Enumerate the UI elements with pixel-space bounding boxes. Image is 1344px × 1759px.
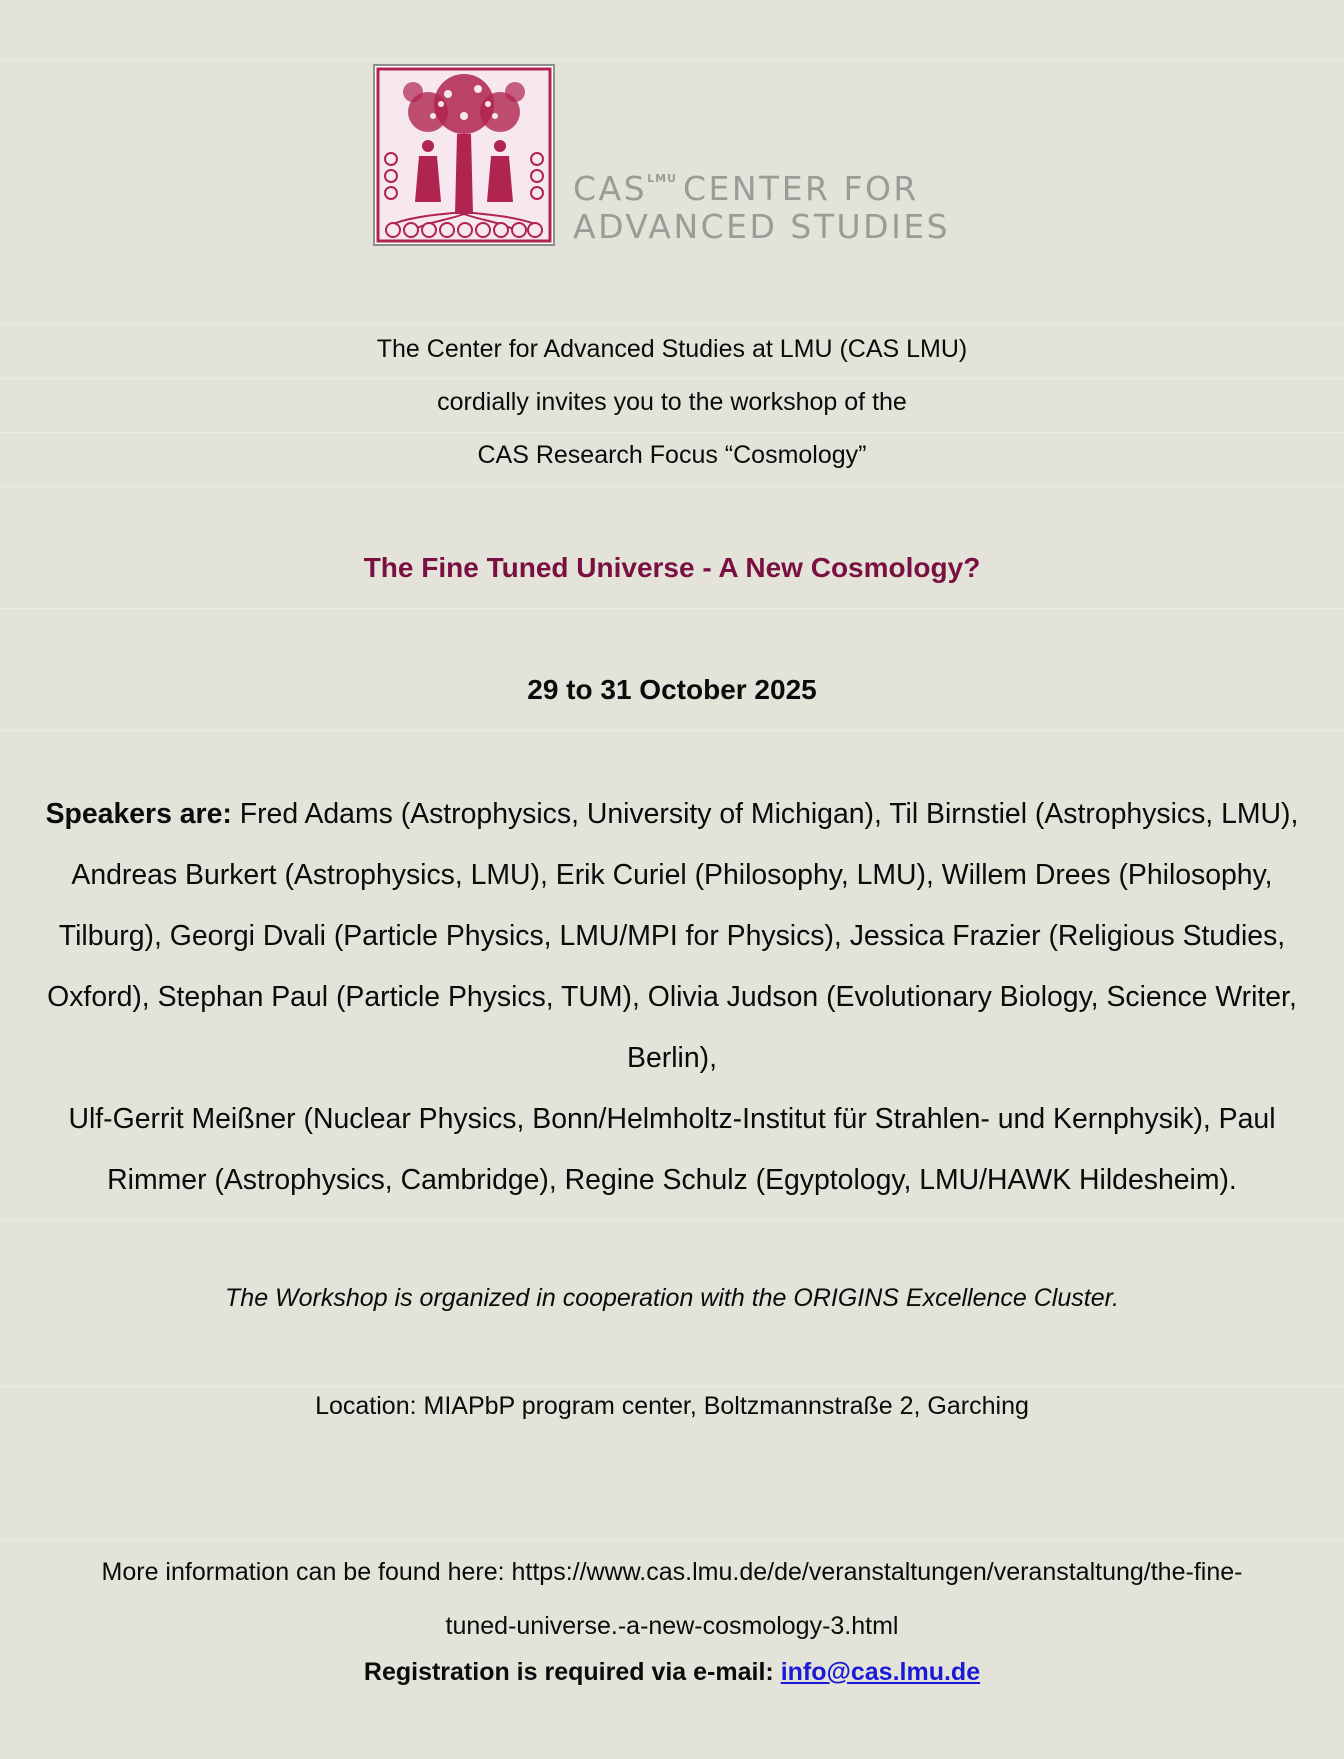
intro-line-2: cordially invites you to the workshop of the (437, 388, 907, 416)
wordmark-line-1 (573, 160, 993, 208)
more-info-line-1: More information can be found here: https://www.cas.lmu.de/de/veranstaltungen/veranstaltung/the-fine- (101, 1558, 1243, 1586)
speakers-line-3: Tilburg), Georgi Dvali (Particle Physics, LMU/MPI for Physics), Jessica Frazier (Religious Studies, (58, 920, 1286, 952)
speakers-line-4: Oxford), Stephan Paul (Particle Physics, TUM), Olivia Judson (Evolutionary Biology, Science Writer, (47, 981, 1297, 1013)
speakers-line-1-text: Fred Adams (Astrophysics, University of Michigan), Til Birnstiel (Astrophysics, LMU), (231, 798, 1299, 830)
intro-text (0, 323, 1344, 482)
cooperation-note: The Workshop is organized in cooperation with the ORIGINS Excellence Cluster. (225, 1284, 1119, 1312)
speakers-line-6: Ulf-Gerrit Meißner (Nuclear Physics, Bonn/Helmholtz-Institut für Strahlen- und Kernphysik), Paul (68, 1103, 1276, 1135)
registration-email-link[interactable]: info@cas.lmu.de (780, 1658, 981, 1686)
workshop-date: 29 to 31 October 2025 (527, 674, 817, 705)
workshop-title: The Fine Tuned Universe - A New Cosmology? (363, 552, 981, 583)
speakers-line-5: Berlin), (627, 1042, 717, 1074)
registration-label: Registration is required via e-mail: (363, 1658, 781, 1686)
location-text: Location: MIAPbP program center, Boltzmannstraße 2, Garching (315, 1392, 1029, 1420)
wordmark-center-for: CENTER FOR (682, 169, 919, 208)
wordmark-line-2: ADVANCED STUDIES (573, 207, 951, 246)
more-info-line-2: tuned-universe.-a-new-cosmology-3.html (445, 1612, 899, 1640)
speakers-label: Speakers are: (45, 798, 232, 830)
intro-line-3: CAS Research Focus “Cosmology” (477, 441, 867, 469)
intro-line-1: The Center for Advanced Studies at LMU (CAS LMU) (376, 335, 968, 363)
cas-logo-emblem (373, 64, 555, 246)
registration-note (0, 1654, 1344, 1690)
wordmark-cas: CAS (573, 169, 648, 208)
speakers-paragraph (0, 784, 1344, 1211)
speakers-line-2: Andreas Burkert (Astrophysics, LMU), Erik Curiel (Philosophy, LMU), Willem Drees (Philosophy, (71, 859, 1273, 891)
wordmark-lmu-superscript: LMU (647, 172, 677, 185)
speakers-line-1 (0, 784, 1344, 845)
speakers-line-7: Rimmer (Astrophysics, Cambridge), Regine Schulz (Egyptology, LMU/HAWK Hildesheim). (107, 1164, 1237, 1196)
tree-of-knowledge-icon (373, 64, 555, 246)
cas-wordmark (573, 160, 993, 246)
more-info (0, 1545, 1344, 1653)
